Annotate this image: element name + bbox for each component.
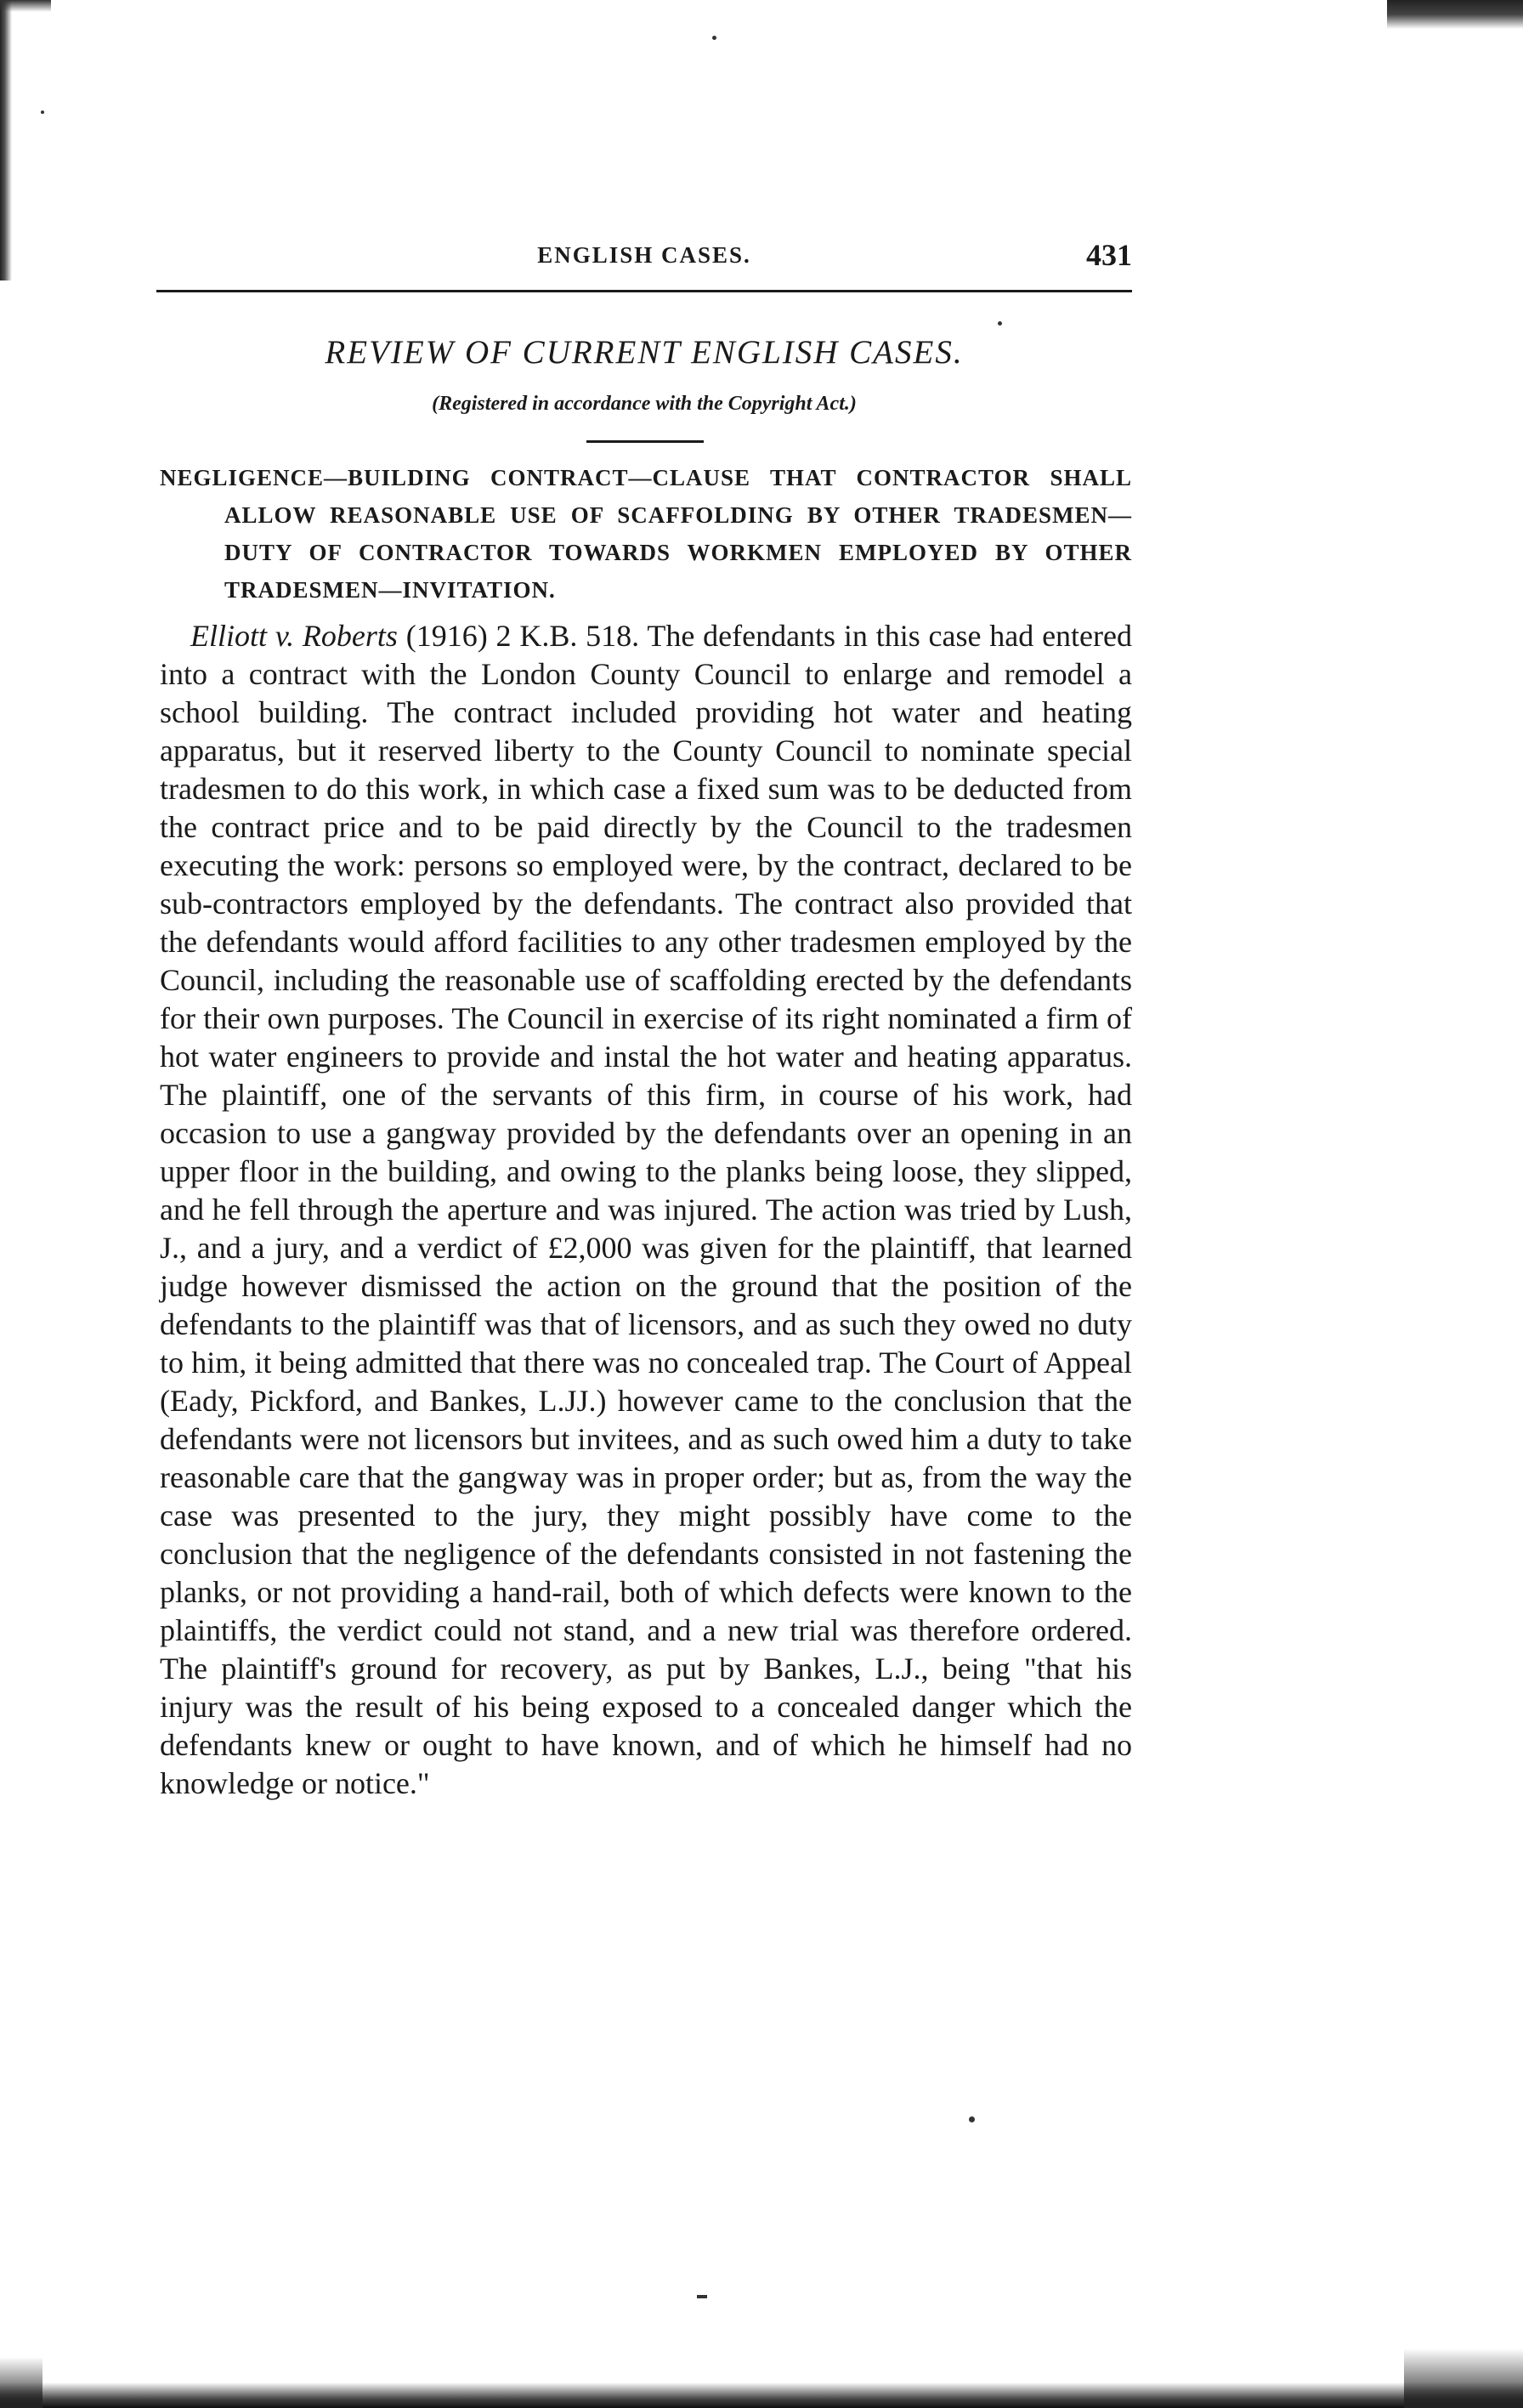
scan-speck (969, 2116, 975, 2122)
scan-edge-left (0, 0, 12, 280)
case-citation: (1916) 2 K.B. 518. (397, 619, 640, 653)
scan-speck (712, 36, 716, 40)
scan-speck (41, 110, 44, 114)
scan-edge-bottom (0, 2383, 1523, 2408)
page-mark (697, 2295, 707, 2298)
scan-speck (998, 321, 1002, 326)
scan-edge-bottom-right (1404, 2349, 1523, 2408)
running-head-title: ENGLISH CASES. (537, 242, 751, 268)
scan-edge-bottom-left (0, 2357, 42, 2408)
header-rule (156, 290, 1132, 292)
section-title: REVIEW OF CURRENT ENGLISH CASES. (325, 334, 964, 371)
case-summary (160, 617, 1132, 1803)
running-head (156, 238, 1132, 283)
copyright-note: (Registered in accordance with the Copyright Act.) (432, 393, 857, 415)
scan-edge-top-right (1387, 0, 1523, 29)
case-text: The defendants in this case had entered into a contract with the London County Council to enlarge and remodel a school building. The contract included providing hot water and heating apparatus, but it reserved liberty to the County Council to nominate special tradesmen to do this work, in which case a fixed sum was to be deducted from the contract price and to be paid directly by the Council to the tradesmen executing the work: persons so employed were, by the contract, declared to be sub-contractors employed by the defendants. The contract also provided that the defendants would afford facilities to any other tradesmen employed by the Council, including the reasonable use of scaffolding erected by the defendants for their own purposes. The Council in exercise of its right nominated a firm of hot water engineers to provide and instal the hot water and heating apparatus. The plaintiff, one of the servants of this firm, in course of his work, had occasion to use a gangway provided by the defendants over an opening in an upper floor in the building, and owing to the planks being loose, they slipped, and he fell through the aperture and was injured. The action was tried by Lush, J., and a jury, and a verdict of £2,000 was given for the plaintiff, that learned judge however dismissed the action on the ground that the position of the defendants to the plaintiff was that of licensors, and as such they owed no duty to him, it being admitted that there was no concealed trap. The Court of Appeal (Eady, Pickford, and Bankes, L.JJ.) however came to the conclusion that the defendants were not licensors but invitees, and as such owed him a duty to take reasonable care that the gangway was in proper order; but as, from the way the case was presented to the jury, they might possibly have come to the conclusion that the negligence of the defendants consisted in not fastening the planks, or not providing a hand-rail, both of which defects were known to the plaintiffs, the verdict could not stand, and a new trial was therefore ordered. The plaintiff's ground for recovery, as put by Bankes, L.J., being "that his injury was the result of his being exposed to a concealed danger which the defendants knew or ought to have known, and of which he himself had no knowledge or notice." (160, 619, 1133, 1800)
scan-edge-top-left (0, 0, 51, 12)
case-name: Elliott v. Roberts (190, 619, 398, 653)
page-number: 431 (1086, 238, 1132, 272)
case-headnote: NEGLIGENCE—BUILDING CONTRACT—CLAUSE THAT CONTRACTOR SHALL ALLOW REASONABLE USE OF SCAFFOLDING BY OTHER TRADESMEN—DUTY OF CONTRACTOR TOWARDS WORKMEN EMPLOYED BY OTHER TRADESMEN—INVITATION. (160, 465, 1132, 603)
section-divider (586, 440, 704, 443)
